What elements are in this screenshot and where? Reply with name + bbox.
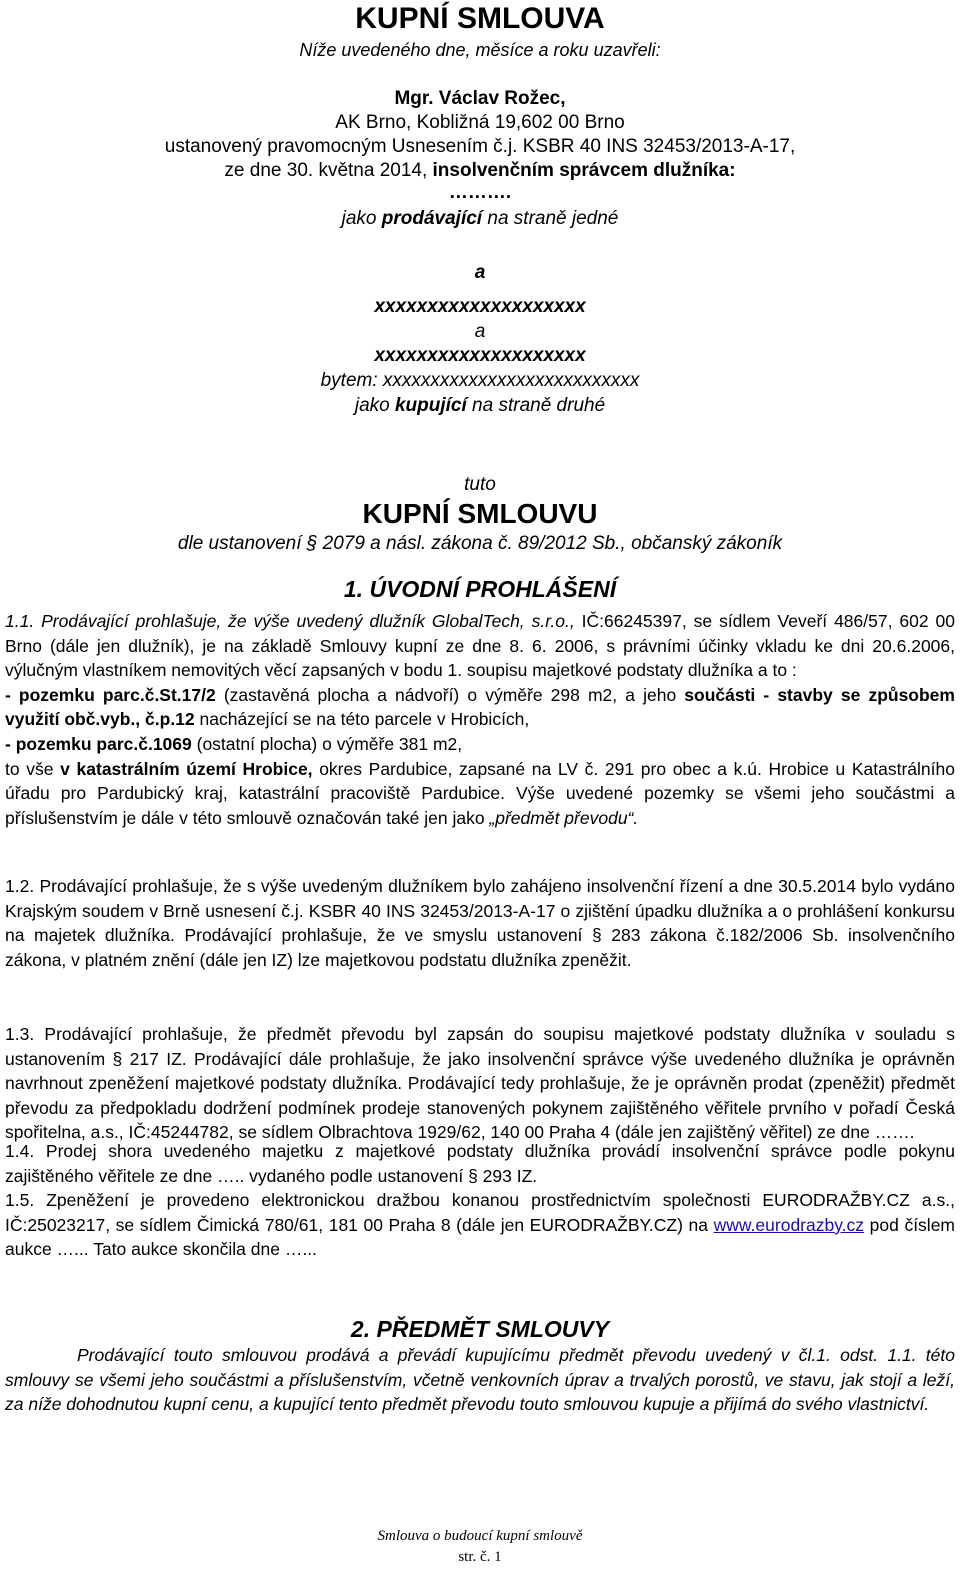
- legal-basis: dle ustanovení § 2079 a násl. zákona č. 89/2012 Sb., občanský zákoník: [177, 533, 783, 554]
- seller-address: AK Brno, Kobližná 19,602 00 Brno: [335, 112, 625, 133]
- footer-title: Smlouva o budoucí kupní smlouvě: [377, 1528, 583, 1544]
- paragraph-1-1: 1.1. Prodávající prohlašuje, že výše uvedený dlužník GlobalTech, s.r.o., IČ:66245397, se sídlem Veveří 486/57, 602 00 Brno (dále jen dlužník), je na základě Smlouvy kupní ze dne 8. 6. 2006, s právními účinky vkladu ke dni 20.6.2006, výlučným vlastníkem nemovitých věcí zapsaných v bodu 1. soupisu majetkové podstaty dlužníka a to : - pozemku parc.č.St.17/2 (zastavěná plocha a nádvoří) o výměře 298 m2, a jeho součásti - stavby se způsobem využití obč.vyb., č.p.12 nacházející se na této parcele v Hrobicích, - pozemku parc.č.1069 (ostatní plocha) o výměře 381 m2, to vše v katastrálním území Hrobice, okres Pardubice, zapsané na LV č. 291 pro obec a k.ú. Hrobice u Katastrálního úřadu pro Pardubický kraj, katastrální pracoviště Pardubice. Výše uvedené pozemky se všemi jeho součástmi a příslušenstvím je dále v této smlouvě označován také jen jako „předmět převodu“.: [5, 611, 955, 828]
- paragraph-1-5: 1.5. Zpeněžení je provedeno elektronickou dražbou konanou prostřednictvím společnosti EURODRAŽBY.CZ a.s., IČ:25023217, se sídlem Čimická 780/61, 181 00 Praha 8 (dále jen EURODRAŽBY.CZ) na www.eurodrazby.cz pod číslem aukce …... Tato aukce skončila dne …...: [5, 1190, 955, 1260]
- buyer-role: jako kupující na straně druhé: [354, 395, 606, 416]
- section-1-heading: 1. ÚVODNÍ PROHLÁŠENÍ: [343, 576, 617, 602]
- paragraph-1-2: 1.2. Prodávající prohlašuje, že s výše uvedeným dlužníkem bylo zahájeno insolvenční řízení a dne 30.5.2014 bylo vydáno Krajským soudem v Brně usnesení č.j. KSBR 40 INS 32453/2013-A-17 o zjištění úpadku dlužníka a o prohlášení konkursu na majetek dlužníka. Prodávající prohlašuje, že ve smyslu ustanovení § 283 zákona č.182/2006 Sb. insolvenčního zákona, v platném znění (dále jen IZ) lze majetkovou podstatu dlužníka zpeněžit.: [5, 876, 955, 970]
- buyer-residence: bytem: xxxxxxxxxxxxxxxxxxxxxxxxxxx: [320, 370, 640, 391]
- buyer-1: xxxxxxxxxxxxxxxxxxxx: [374, 296, 586, 317]
- contract-subtitle: KUPNÍ SMLOUVU: [362, 498, 598, 529]
- seller-appointment: ustanovený pravomocným Usnesením č.j. KSBR 40 INS 32453/2013-A-17,: [164, 136, 796, 157]
- seller-appointment-date: ze dne 30. května 2014, insolvenčním správcem dlužníka:: [224, 160, 736, 181]
- section-2-heading: 2. PŘEDMĚT SMLOUVY: [350, 1316, 610, 1342]
- seller-role: jako prodávající na straně jedné: [341, 208, 619, 229]
- and-separator: a: [474, 262, 486, 283]
- and-separator-2: a: [474, 321, 486, 342]
- document-title: KUPNÍ SMLOUVA: [355, 2, 605, 35]
- intro-line: Níže uvedeného dne, měsíce a roku uzavřeli:: [299, 40, 661, 60]
- tuto-label: tuto: [464, 474, 496, 495]
- eurodrazby-link[interactable]: www.eurodrazby.cz: [713, 1214, 865, 1235]
- buyer-2: xxxxxxxxxxxxxxxxxxxx: [374, 345, 586, 366]
- debtor-placeholder: ……….: [448, 182, 512, 203]
- paragraph-1-4: 1.4. Prodej shora uvedeného majetku z majetkové podstaty dlužníka provádí insolvenční správce podle pokynu zajištěného věřitele ze dne ….. vydaného podle ustanovení § 293 IZ.: [5, 1141, 955, 1186]
- seller-name: Mgr. Václav Rožec,: [394, 88, 566, 109]
- paragraph-2-1: Prodávající touto smlouvou prodává a převádí kupujícímu předmět převodu uvedený v čl.1. odst. 1.1. této smlouvy se všemi jeho součástmi a příslušenstvím, včetně venkovních úprav a trvalých porostů, ve stavu, jak stojí a leží, za níže dohodnutou kupní cenu, a kupující tento předmět převodu touto smlouvou kupuje a přijímá do svého vlastnictví.: [5, 1345, 955, 1415]
- page-number: str. č. 1: [458, 1549, 502, 1565]
- paragraph-1-3: 1.3. Prodávající prohlašuje, že předmět převodu byl zapsán do soupisu majetkové podstaty dlužníka v souladu s ustanovením § 217 IZ. Prodávající dále prohlašuje, že jako insolvenční správce výše uvedeného dlužníka je oprávněn navrhnout zpeněžení majetkové podstaty dlužníka. Prodávající tedy prohlašuje, že je oprávněn prodat (zpeněžit) předmět převodu za předpokladu dodržení podmínek prodeje stanovených pokynem zajištěného věřitele prvního v pořadí Česká spořitelna, a.s., IČ:45244782, se sídlem Olbrachtova 1929/62, 140 00 Praha 4 (dále jen zajištěný věřitel) ze dne …….: [5, 1024, 955, 1143]
